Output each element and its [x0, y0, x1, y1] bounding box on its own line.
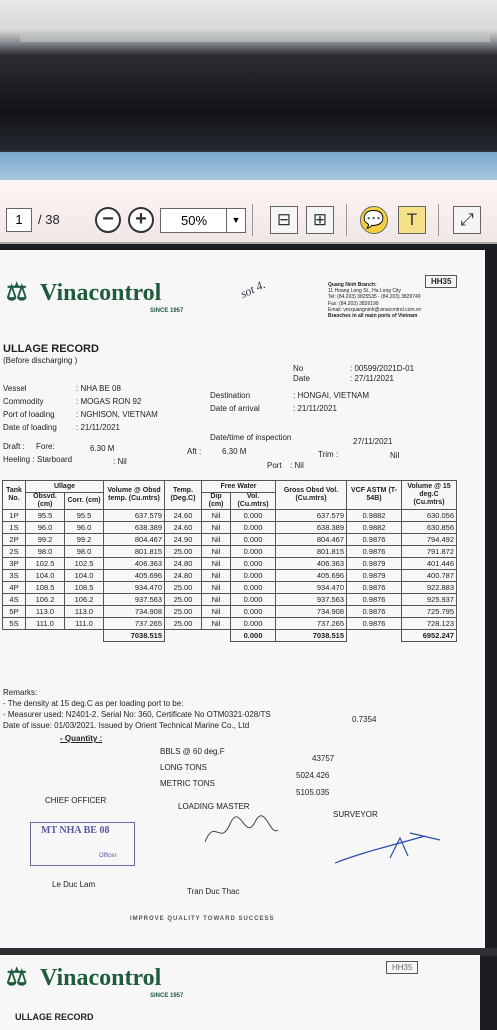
totals-spacer — [347, 630, 402, 642]
cell-fw-vol: 0.000 — [231, 534, 276, 546]
total-gross: 7038.515 — [276, 630, 347, 642]
window-titlebar — [0, 152, 497, 180]
commodity-value: : MOGAS RON 92 — [76, 397, 142, 406]
cell-gross: 801.815 — [276, 546, 347, 558]
branch-note: Branches in all main ports of Vietnam — [328, 313, 418, 320]
table-row — [3, 546, 457, 558]
chevron-down-icon[interactable]: ▼ — [226, 209, 245, 232]
cell-tank: 2S — [3, 546, 26, 558]
zoom-out-button[interactable]: − — [95, 207, 121, 233]
company-logo-p2: Vinacontrol — [40, 965, 162, 991]
totals-spacer — [165, 630, 231, 642]
cell-dip: Nil — [202, 534, 231, 546]
cell-dip: Nil — [202, 522, 231, 534]
page-total: / 38 — [38, 212, 60, 227]
cell-temp: 24.90 — [165, 534, 202, 546]
cell-gross: 934.470 — [276, 582, 347, 594]
cell-vcf: 0.9879 — [347, 558, 402, 570]
table-row — [3, 534, 457, 546]
company-logo: Vinacontrol — [40, 280, 162, 306]
branch-email: Email: vncquangninh@vinacontrol.com.vn — [328, 306, 422, 313]
zoom-select[interactable] — [160, 208, 246, 233]
arrival-label: Date of arrival — [210, 404, 260, 413]
table-row — [3, 618, 457, 630]
cell-obsvd: 108.5 — [26, 582, 65, 594]
th-fw-vol: Vol. (Cu.mtrs) — [231, 493, 276, 510]
remark-issue: Date of issue: 01/03/2021. Issued by Orient Technical Marine Co., Ltd — [3, 721, 250, 730]
handwritten-note: sot 4. — [238, 277, 268, 301]
th-vcf: VCF ASTM (T-54B) — [347, 481, 402, 510]
cell-corr: 108.5 — [65, 582, 104, 594]
table-row — [3, 606, 457, 618]
cell-corr: 96.0 — [65, 522, 104, 534]
cell-tank: 3P — [3, 558, 26, 570]
bbls-label: BBLS @ 60 deg.F — [160, 747, 225, 756]
cell-vol15: 630.056 — [402, 510, 457, 522]
inspection-label: Date/time of inspection — [210, 433, 292, 442]
cell-vol-obs: 804.467 — [104, 534, 165, 546]
branch-address — [328, 282, 421, 319]
cell-corr: 106.2 — [65, 594, 104, 606]
cell-corr: 95.5 — [65, 510, 104, 522]
cell-vcf: 0.9882 — [347, 522, 402, 534]
cell-vol15: 794.492 — [402, 534, 457, 546]
cell-vol-obs: 801.815 — [104, 546, 165, 558]
port-label: Port — [267, 461, 282, 470]
form-code-p2: HH35 — [386, 961, 418, 974]
pdf-toolbar — [0, 180, 497, 244]
cell-vol-obs: 637.579 — [104, 510, 165, 522]
th-gross: Gross Obsd Vol. (Cu.mtrs) — [276, 481, 347, 510]
cell-vcf: 0.9882 — [347, 510, 402, 522]
branch-street: 11 Hoang Long St., Ha Long City — [328, 288, 402, 295]
th-temp: Temp. (Deg.C) — [165, 481, 202, 510]
cell-temp: 24.60 — [165, 510, 202, 522]
zoom-value: 50% — [181, 213, 208, 228]
date-label: Date — [293, 374, 310, 383]
trim-label: Trim : — [318, 450, 339, 459]
cell-fw-vol: 0.000 — [231, 558, 276, 570]
vinacontrol-logo-icon: ⚖ — [6, 279, 28, 306]
cell-obsvd: 98.0 — [26, 546, 65, 558]
cell-dip: Nil — [202, 510, 231, 522]
remarks-label: Remarks: — [3, 688, 38, 697]
commodity-label: Commodity — [3, 397, 44, 406]
cell-fw-vol: 0.000 — [231, 522, 276, 534]
table-row — [3, 510, 457, 522]
th-dip: Dip (cm) — [202, 493, 231, 510]
slogan: IMPROVE QUALITY TOWARD SUCCESS — [130, 916, 275, 922]
form-code: HH35 — [425, 275, 457, 288]
typewriter-icon[interactable]: T — [398, 206, 426, 234]
cell-dip: Nil — [202, 546, 231, 558]
long-tons-value: 5024.426 — [296, 771, 330, 780]
loading-master-name: Tran Duc Thac — [187, 887, 240, 896]
pol-value: : NGHISON, VIETNAM — [76, 410, 158, 419]
cell-obsvd: 111.0 — [26, 618, 65, 630]
cell-corr: 99.2 — [65, 534, 104, 546]
total-fw: 0.000 — [231, 630, 276, 642]
cell-gross: 406.363 — [276, 558, 347, 570]
cell-obsvd: 106.2 — [26, 594, 65, 606]
cell-tank: 5P — [3, 606, 26, 618]
bezel-reflection — [20, 32, 490, 42]
th-vol15: Volume @ 15 deg.C (Cu.mtrs) — [402, 481, 457, 510]
cell-gross: 638.389 — [276, 522, 347, 534]
bbls-value: 43757 — [312, 754, 335, 763]
cell-vcf: 0.9876 — [347, 546, 402, 558]
total-vol15: 6952.247 — [402, 630, 457, 642]
table-row — [3, 582, 457, 594]
dol-value: : 21/11/2021 — [76, 423, 120, 432]
cell-vcf: 0.9876 — [347, 606, 402, 618]
doc-title: ULLAGE RECORD — [3, 343, 99, 355]
cell-temp: 24.60 — [165, 522, 202, 534]
cell-vol15: 925.937 — [402, 594, 457, 606]
cell-obsvd: 104.0 — [26, 570, 65, 582]
metric-tons-label: METRIC TONS — [160, 779, 215, 788]
cell-tank: 3S — [3, 570, 26, 582]
totals-spacer — [3, 630, 104, 642]
vessel-value: : NHA BE 08 — [76, 384, 121, 393]
branch-fax: Fax: (84.203) 3826199 — [328, 300, 379, 307]
doc-title-p2: ULLAGE RECORD — [15, 1012, 94, 1022]
arrival-value: : 21/11/2021 — [293, 404, 337, 413]
metric-tons-value: 5105.035 — [296, 788, 330, 797]
cell-tank: 2P — [3, 534, 26, 546]
cell-vol-obs: 737.265 — [104, 618, 165, 630]
aft-value: 6.30 M — [222, 447, 247, 456]
th-ullage: Ullage — [26, 481, 104, 493]
zoom-in-button[interactable]: + — [128, 207, 154, 233]
cell-corr: 111.0 — [65, 618, 104, 630]
table-row — [3, 570, 457, 582]
cell-vol-obs: 638.389 — [104, 522, 165, 534]
cell-vol-obs: 937.563 — [104, 594, 165, 606]
cell-vcf: 0.9876 — [347, 594, 402, 606]
monitor-bezel — [0, 0, 497, 160]
th-vol-obs: Volume @ Obsd temp. (Cu.mtrs) — [104, 481, 165, 510]
aft-label: Aft : — [187, 447, 202, 456]
th-corr: Corr. (cm) — [65, 493, 104, 510]
starboard-label: Starboard — [37, 455, 73, 464]
cell-tank: 4S — [3, 594, 26, 606]
ullage-table — [2, 480, 457, 642]
no-value: : 00599/2021D-01 — [350, 364, 415, 373]
inspection-value: 27/11/2021 — [353, 437, 393, 446]
quantity-label: - Quantity : — [60, 734, 103, 743]
cell-temp: 25.00 — [165, 618, 202, 630]
pdf-page — [0, 250, 485, 950]
fullscreen-icon[interactable]: ⤢ — [453, 206, 481, 234]
cell-temp: 25.00 — [165, 594, 202, 606]
cell-temp: 24.80 — [165, 558, 202, 570]
cell-obsvd: 96.0 — [26, 522, 65, 534]
toolbar-divider — [252, 204, 253, 236]
cell-dip: Nil — [202, 606, 231, 618]
chief-officer-label: CHIEF OFFICER — [45, 796, 107, 805]
cell-fw-vol: 0.000 — [231, 546, 276, 558]
company-since: SINCE 1957 — [150, 308, 184, 314]
cell-obsvd: 102.5 — [26, 558, 65, 570]
cell-dip: Nil — [202, 558, 231, 570]
cell-vol15: 401.446 — [402, 558, 457, 570]
cell-vol-obs: 406.363 — [104, 558, 165, 570]
chief-officer-name: Le Duc Lam — [52, 880, 96, 889]
pol-label: Port of loading — [3, 410, 55, 419]
loading-master-label: LOADING MASTER — [178, 802, 250, 811]
surveyor-signature — [330, 828, 450, 868]
cell-fw-vol: 0.000 — [231, 618, 276, 630]
stamp-sub: Officer — [99, 853, 117, 859]
totals-row — [3, 630, 457, 642]
dol-label: Date of loading — [3, 423, 57, 432]
heeling-label: Heeling : — [3, 455, 35, 464]
vessel-label: Vessel — [3, 384, 27, 393]
stamp-title: MT NHA BE 08 — [41, 825, 110, 836]
cell-fw-vol: 0.000 — [231, 570, 276, 582]
cell-gross: 734.908 — [276, 606, 347, 618]
cell-gross: 637.579 — [276, 510, 347, 522]
toolbar-divider — [346, 204, 347, 236]
cell-temp: 25.00 — [165, 546, 202, 558]
cell-gross: 405.696 — [276, 570, 347, 582]
trim-value: Nil — [390, 451, 400, 460]
cell-gross: 937.563 — [276, 594, 347, 606]
loading-master-signature — [200, 812, 280, 852]
surveyor-label: SURVEYOR — [333, 810, 378, 819]
branch-name: Quang Ninh Branch: — [328, 282, 377, 288]
remark-density: - The density at 15 deg.C as per loading port to be: — [3, 699, 184, 708]
cell-dip: Nil — [202, 618, 231, 630]
cell-temp: 24.80 — [165, 570, 202, 582]
ship-stamp — [30, 822, 135, 866]
cell-vol15: 922.883 — [402, 582, 457, 594]
pdf-page-2 — [0, 955, 480, 1030]
cell-dip: Nil — [202, 570, 231, 582]
cell-vol15: 630.856 — [402, 522, 457, 534]
th-obsvd: Obsvd. (cm) — [26, 493, 65, 510]
comment-icon[interactable]: 💬 — [360, 206, 388, 234]
cell-dip: Nil — [202, 594, 231, 606]
remark-measurer: - Measurer used: N2401-2. Serial No: 360, Certificate No OTM0321-028/TS — [3, 710, 271, 719]
cell-vcf: 0.9876 — [347, 534, 402, 546]
density-value: 0.7354 — [352, 715, 377, 724]
fit-width-icon[interactable]: ⊞ — [306, 206, 334, 234]
long-tons-label: LONG TONS — [160, 763, 207, 772]
cell-vcf: 0.9876 — [347, 618, 402, 630]
date-value: : 27/11/2021 — [350, 374, 394, 383]
table-row — [3, 594, 457, 606]
dest-label: Destination — [210, 391, 251, 400]
cell-corr: 113.0 — [65, 606, 104, 618]
toolbar-divider — [438, 204, 439, 236]
branch-tel: Tel: (84.203) 3825535 - (84.203) 3829749 — [328, 294, 421, 301]
vinacontrol-logo-icon: ⚖ — [6, 964, 28, 991]
cell-obsvd: 113.0 — [26, 606, 65, 618]
cell-tank: 5S — [3, 618, 26, 630]
cell-vcf: 0.9876 — [347, 582, 402, 594]
th-tank: Tank No. — [3, 481, 26, 510]
dest-value: : HONGAI, VIETNAM — [293, 391, 370, 400]
cell-vol-obs: 734.908 — [104, 606, 165, 618]
cell-obsvd: 95.5 — [26, 510, 65, 522]
table-row — [3, 558, 457, 570]
cell-fw-vol: 0.000 — [231, 582, 276, 594]
cell-fw-vol: 0.000 — [231, 510, 276, 522]
cell-vol15: 725.795 — [402, 606, 457, 618]
fore-label: Fore: — [36, 442, 55, 451]
cell-gross: 737.265 — [276, 618, 347, 630]
page-number-input[interactable]: 1 — [6, 208, 32, 232]
cell-vol15: 728.123 — [402, 618, 457, 630]
cell-tank: 4P — [3, 582, 26, 594]
port-value: : Nil — [290, 461, 304, 470]
table-row — [3, 522, 457, 534]
cell-corr: 104.0 — [65, 570, 104, 582]
total-vol-obs: 7038.515 — [104, 630, 165, 642]
th-free-water: Free Water — [202, 481, 276, 493]
cell-tank: 1P — [3, 510, 26, 522]
cell-vol-obs: 405.696 — [104, 570, 165, 582]
cell-corr: 98.0 — [65, 546, 104, 558]
fit-page-icon[interactable]: ⊟ — [270, 206, 298, 234]
cell-vol15: 791.872 — [402, 546, 457, 558]
draft-label: Draft : — [3, 442, 25, 451]
cell-tank: 1S — [3, 522, 26, 534]
cell-dip: Nil — [202, 582, 231, 594]
no-label: No — [293, 364, 304, 373]
starboard-value: : Nil — [113, 457, 127, 466]
cell-vol15: 400.787 — [402, 570, 457, 582]
cell-vol-obs: 934.470 — [104, 582, 165, 594]
cell-temp: 25.00 — [165, 606, 202, 618]
cell-vcf: 0.9879 — [347, 570, 402, 582]
cell-fw-vol: 0.000 — [231, 594, 276, 606]
cell-gross: 804.467 — [276, 534, 347, 546]
cell-temp: 25.00 — [165, 582, 202, 594]
cell-corr: 102.5 — [65, 558, 104, 570]
cell-fw-vol: 0.000 — [231, 606, 276, 618]
cell-obsvd: 99.2 — [26, 534, 65, 546]
ullage-table-body — [3, 510, 457, 630]
fore-value: 6.30 M — [90, 444, 115, 453]
company-since-p2: SINCE 1957 — [150, 993, 184, 999]
doc-subtitle: (Before discharging ) — [3, 356, 78, 365]
